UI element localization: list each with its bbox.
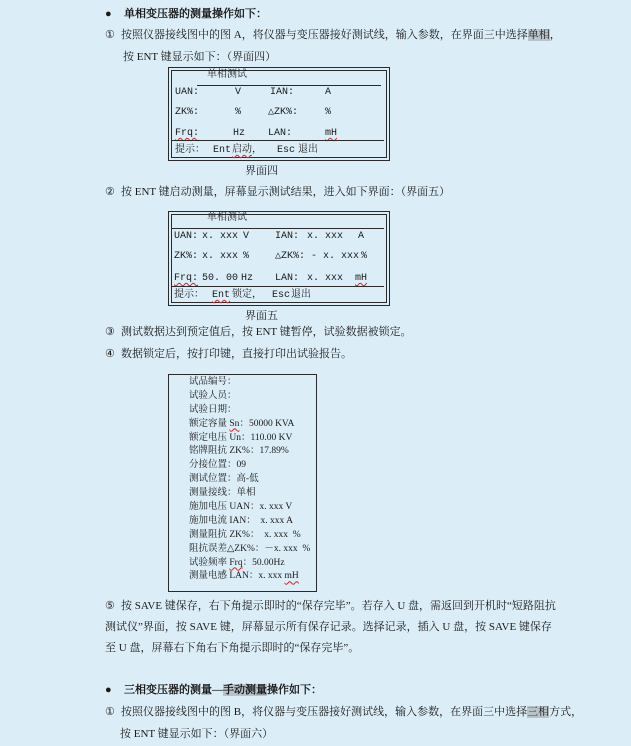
screen4-hint-key-ent: Ent bbox=[213, 145, 232, 156]
section2-step1-text bbox=[121, 705, 582, 719]
screen5-hint-key-ent: Ent bbox=[212, 290, 231, 301]
report-text: 额定电压 Un：110.00 KV bbox=[189, 432, 293, 443]
screen4-dzk-label: △ZK%: bbox=[268, 107, 299, 118]
report-term: Sn bbox=[229, 418, 240, 429]
screen4-title-divider bbox=[197, 85, 381, 86]
section1-title: 单相变压器的测量操作如下： bbox=[124, 8, 267, 20]
screen5-zk-value: x. xxx bbox=[202, 251, 239, 262]
report-line bbox=[189, 557, 310, 571]
report-text: 施加电压 UAN：x. xxx V bbox=[189, 502, 293, 513]
report-line bbox=[189, 473, 310, 487]
report-line bbox=[189, 487, 310, 501]
report-text: 测量阻抗 ZK%： x. xxx % bbox=[189, 529, 301, 540]
screen5-panel bbox=[168, 211, 390, 306]
screen5-ian-unit: A bbox=[358, 231, 365, 242]
step1-highlight: 单相 bbox=[527, 29, 550, 41]
screen5-dzk-label: △ZK%: bbox=[275, 251, 306, 262]
screen5-hint-lock: 锁定， bbox=[232, 290, 262, 301]
screen4-dzk-unit: % bbox=[325, 107, 332, 118]
screen5-title: 单相测试 bbox=[207, 213, 247, 224]
section2-title-highlight: 手动测量 bbox=[223, 684, 267, 696]
screen4-frq-label: Frq: bbox=[175, 128, 200, 139]
report-text: 试验日期： bbox=[189, 404, 237, 415]
screen5-ian-label: IAN: bbox=[275, 231, 300, 242]
step1-text-main: 按照仪器接线图中的图 A，将仪器与变压器接好测试线，输入参数，在界面三中选择 bbox=[121, 29, 528, 41]
step1-number: ① bbox=[105, 29, 115, 41]
report-value: ：50000 KVA bbox=[239, 418, 295, 429]
screen4-ian-unit: A bbox=[325, 87, 332, 98]
step3-text: 测试数据达到预定值后，按 ENT 键暂停，试验数据被锁定。 bbox=[121, 326, 412, 338]
screen4-panel bbox=[168, 67, 390, 161]
screen5-zk-unit: % bbox=[243, 251, 250, 262]
section2-step1-number: ① bbox=[105, 706, 115, 718]
report-text: 测量电感 LAN：x. xxx bbox=[189, 571, 285, 582]
step5-line1: 按 SAVE 键保存，右下角提示即时的“保存完毕”。若存入 U 盘，需返回到开机时“短路阻抗 bbox=[121, 600, 556, 612]
report-line bbox=[189, 390, 310, 404]
caption-screen5: 界面五 bbox=[245, 310, 278, 322]
screen4-ian-label: IAN: bbox=[270, 87, 295, 98]
screen5-ian-value: x. xxx bbox=[307, 231, 344, 242]
report-line bbox=[189, 404, 310, 418]
section2-title-end: 操作如下： bbox=[267, 684, 322, 696]
screen5-dzk-value: - x. xxx bbox=[311, 251, 360, 262]
screen4-hint-separator: ， bbox=[252, 145, 262, 156]
step4-number: ④ bbox=[105, 348, 115, 360]
report-line bbox=[189, 501, 310, 515]
step2-text: 按 ENT 键启动测量，屏幕显示测试结果，进入如下界面：（界面五） bbox=[121, 186, 451, 198]
screen4-lan-label: LAN: bbox=[268, 128, 293, 139]
screen4-hint-label: 提示： bbox=[175, 145, 205, 156]
step2-number: ② bbox=[105, 186, 115, 198]
step3-number: ③ bbox=[105, 326, 115, 338]
screen5-zk-label: ZK%: bbox=[174, 251, 199, 262]
report-lines bbox=[189, 376, 310, 584]
report-term: Frq bbox=[229, 557, 243, 568]
section2-step1-continuation: 按 ENT 键显示如下：（界面六） bbox=[120, 728, 274, 740]
step1-text-tail: ， bbox=[549, 29, 561, 41]
report-line bbox=[189, 445, 310, 459]
section2-step1-text-tail: 方式， bbox=[549, 706, 583, 718]
report-line bbox=[189, 529, 310, 543]
report-line bbox=[189, 515, 310, 529]
step4-text: 数据锁定后，按打印键，直接打印出试验报告。 bbox=[121, 348, 352, 360]
screen5-lan-label: LAN: bbox=[275, 273, 300, 284]
screen5-frq-unit: Hz bbox=[241, 273, 254, 284]
report-line bbox=[189, 570, 310, 584]
step1-continuation: 按 ENT 键显示如下：（界面四） bbox=[123, 51, 277, 63]
step5-number: ⑤ bbox=[105, 600, 115, 612]
caption-screen4: 界面四 bbox=[245, 165, 278, 177]
screen4-lan-unit: mH bbox=[325, 128, 338, 139]
section2-title bbox=[124, 683, 322, 697]
report-text: 测试位置：高-低 bbox=[189, 474, 259, 485]
screen4-uan-label: UAN: bbox=[175, 87, 200, 98]
screen4-frq-unit: Hz bbox=[233, 128, 246, 139]
screen5-hint-label: 提示： bbox=[174, 290, 204, 301]
screen5-lan-value: x. xxx bbox=[307, 273, 344, 284]
section2-title-start: 三相变压器的测量— bbox=[124, 684, 223, 696]
screen5-uan-value: x. xxx bbox=[202, 231, 239, 242]
report-line bbox=[189, 418, 310, 432]
step1-text bbox=[121, 28, 561, 42]
report-value: ：50.00Hz bbox=[242, 557, 285, 568]
report-text: 分接位置：09 bbox=[189, 460, 247, 471]
screen4-hint-start: 启动 bbox=[232, 145, 252, 156]
screen4-row-divider bbox=[172, 140, 384, 141]
screen5-row-divider bbox=[172, 286, 384, 287]
screen5-hint-exit: 退出 bbox=[291, 290, 311, 301]
step5-line2: 测试仪”界面，按 SAVE 键，屏幕显示所有保存记录。选择记录，插入 U 盘，按 SAVE 键保存 bbox=[105, 621, 552, 633]
section2-bullet: ● bbox=[105, 684, 112, 696]
step5-line3: 至 U 盘，屏幕右下角右下角提示即时的“保存完毕”。 bbox=[105, 642, 360, 654]
report-text: 额定容量 bbox=[189, 418, 230, 429]
report-line bbox=[189, 376, 310, 390]
report-line bbox=[189, 543, 310, 557]
report-term: mH bbox=[284, 571, 299, 582]
screen4-hint-exit: 退出 bbox=[298, 145, 318, 156]
section2-step1-text-main: 按照仪器接线图中的图 B，将仪器与变压器接好测试线，输入参数，在界面三中选择 bbox=[121, 706, 528, 718]
screen5-title-divider bbox=[172, 228, 384, 229]
screen4-hint-key-esc: Esc bbox=[277, 145, 296, 156]
report-line bbox=[189, 459, 310, 473]
screen5-dzk-unit: % bbox=[361, 251, 368, 262]
screen4-title: 单相测试 bbox=[207, 70, 247, 81]
screen4-uan-unit: V bbox=[235, 87, 242, 98]
report-text: 试验频率 bbox=[189, 557, 230, 568]
screen4-zk-unit: % bbox=[235, 107, 242, 118]
screen4-zk-label: ZK%: bbox=[175, 107, 200, 118]
report-text: 铭牌阻抗 ZK%：17.89% bbox=[189, 446, 289, 457]
section1-bullet: ● bbox=[105, 8, 112, 20]
report-text: 施加电流 IAN： x. xxx A bbox=[189, 515, 293, 526]
report-printout bbox=[168, 374, 317, 592]
screen5-frq-value: 50. 00 bbox=[202, 273, 239, 284]
report-text: 试验人员： bbox=[189, 390, 237, 401]
report-line bbox=[189, 432, 310, 446]
report-text: 试品编号： bbox=[189, 377, 237, 387]
section2-step1-highlight: 三相 bbox=[527, 706, 550, 718]
screen5-uan-unit: V bbox=[243, 231, 250, 242]
screen5-uan-label: UAN: bbox=[174, 231, 199, 242]
screen5-hint-key-esc: Esc bbox=[272, 290, 291, 301]
report-text: 测量接线：单相 bbox=[189, 488, 256, 499]
report-text: 阻抗误差△ZK%：－x. xxx % bbox=[189, 543, 311, 554]
screen5-lan-unit: mH bbox=[355, 273, 368, 284]
screen5-frq-label: Frq: bbox=[174, 273, 199, 284]
